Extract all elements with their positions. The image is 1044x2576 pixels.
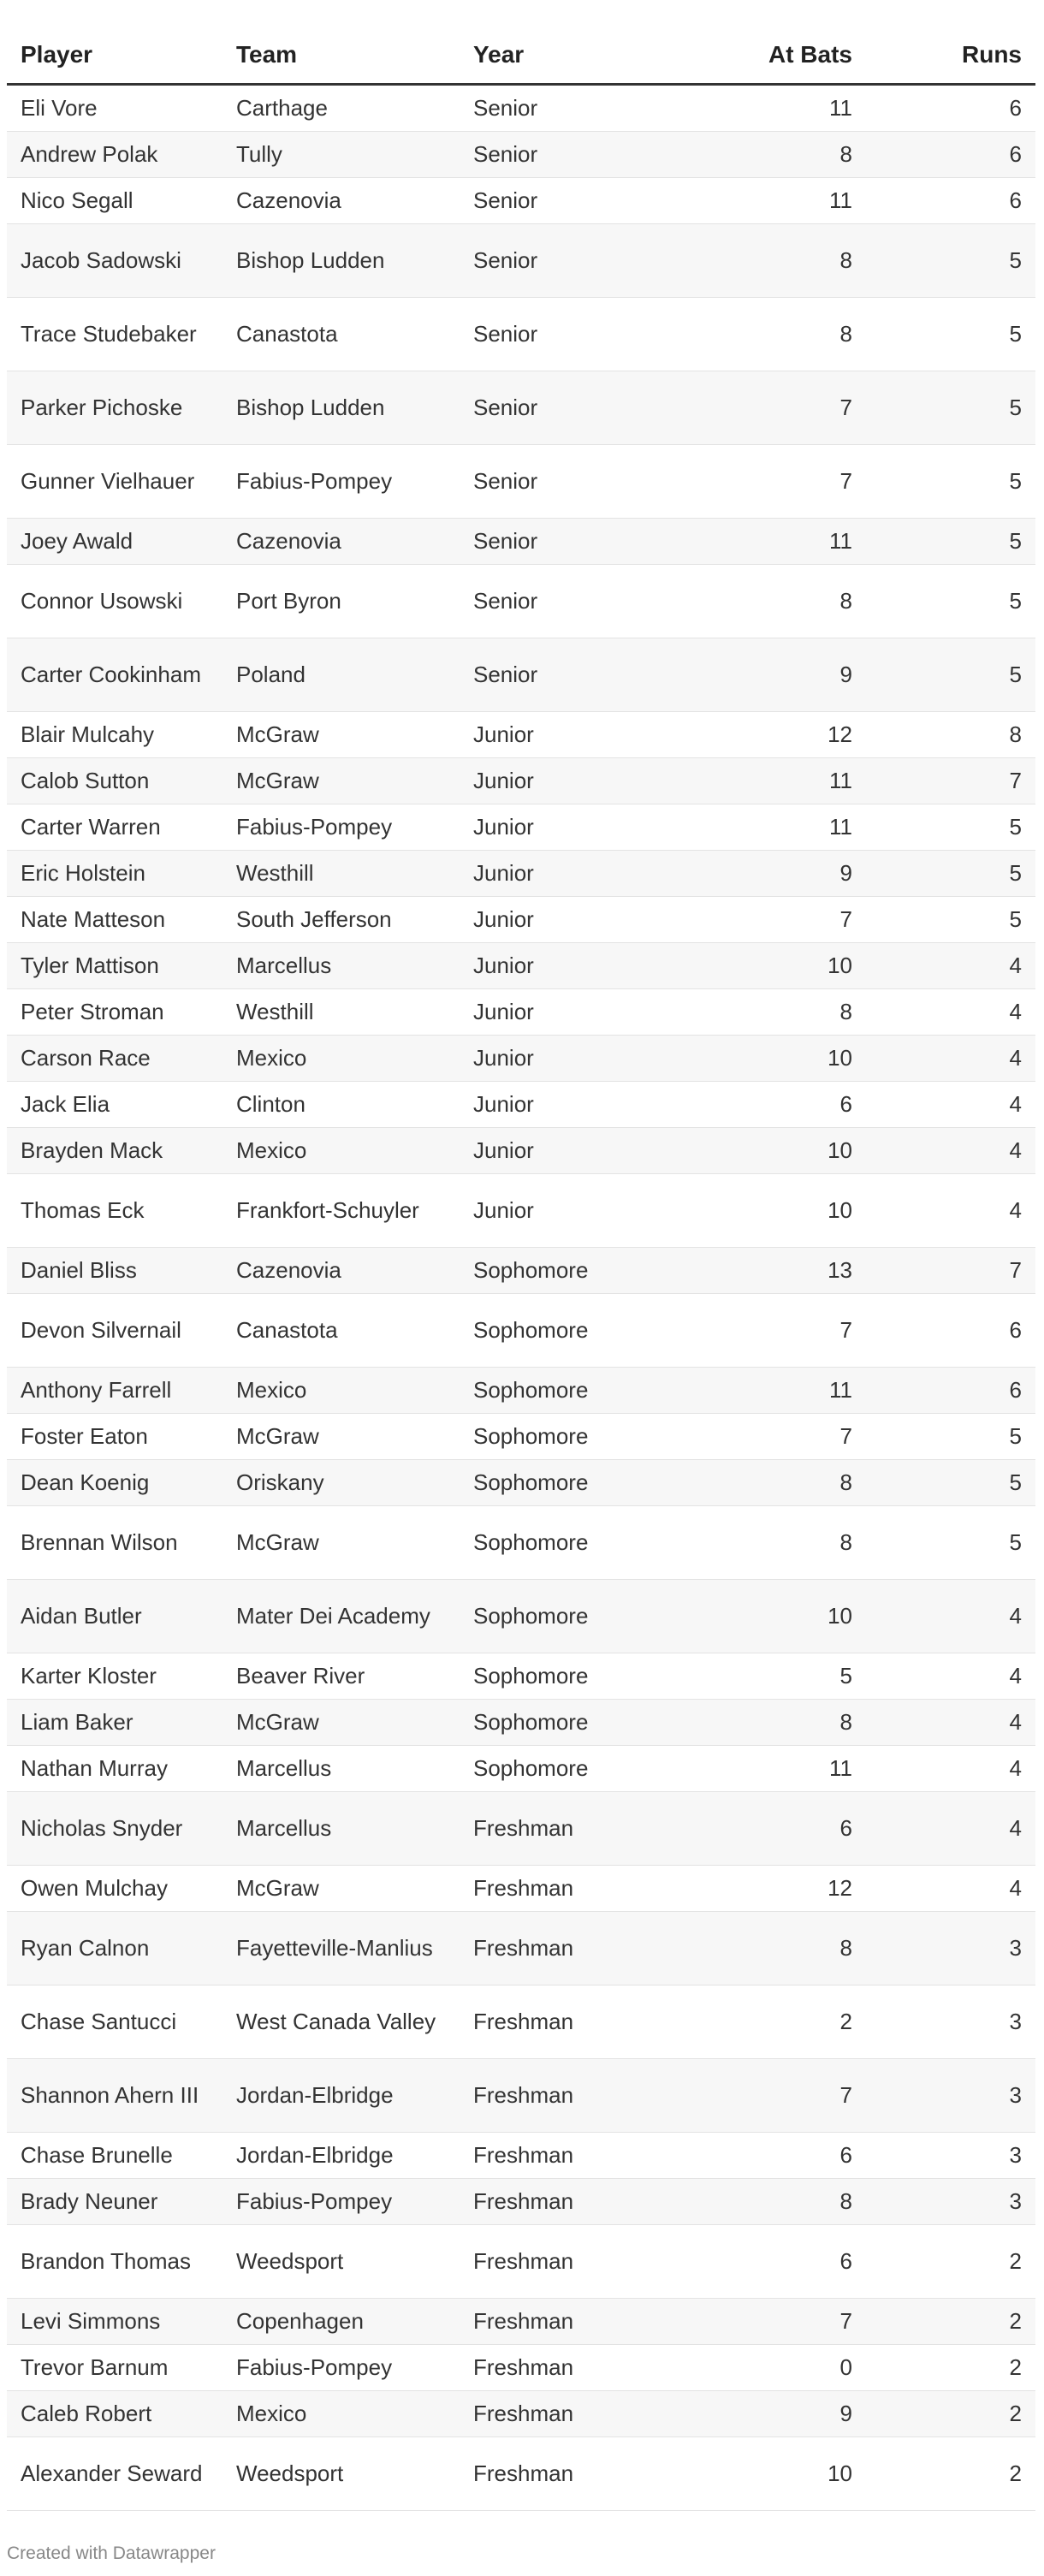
player-cell: Trace Studebaker [7,297,222,371]
team-cell: Fabius-Pompey [222,2178,460,2224]
runs-cell: 2 [866,2437,1035,2510]
runs-cell: 7 [866,1247,1035,1293]
player-cell: Alexander Seward [7,2437,222,2510]
team-cell: Canastota [222,297,460,371]
year-cell: Senior [460,223,697,297]
table-row [7,1745,1035,1791]
team-cell: Oriskany [222,1459,460,1505]
runs-cell: 4 [866,1579,1035,1653]
year-cell: Sophomore [460,1293,697,1367]
player-cell: Tyler Mattison [7,942,222,988]
runs-cell: 2 [866,2390,1035,2437]
at-bats-cell: 9 [697,2390,866,2437]
runs-cell: 5 [866,850,1035,896]
runs-cell: 5 [866,896,1035,942]
team-cell: McGraw [222,1413,460,1459]
team-cell: Weedsport [222,2437,460,2510]
year-cell: Junior [460,711,697,757]
runs-cell: 4 [866,1081,1035,1127]
runs-cell: 6 [866,1367,1035,1413]
at-bats-cell: 11 [697,84,866,131]
table-row [7,1791,1035,1865]
year-cell: Junior [460,1173,697,1247]
year-cell: Junior [460,1127,697,1173]
table-row [7,1293,1035,1367]
runs-cell: 3 [866,2132,1035,2178]
player-cell: Daniel Bliss [7,1247,222,1293]
year-cell: Sophomore [460,1653,697,1699]
player-cell: Carter Cookinham [7,638,222,711]
runs-cell: 3 [866,1985,1035,2058]
player-cell: Shannon Ahern III [7,2058,222,2132]
at-bats-cell: 0 [697,2344,866,2390]
team-cell: West Canada Valley [222,1985,460,2058]
table-header [7,17,1035,84]
player-cell: Aidan Butler [7,1579,222,1653]
at-bats-cell: 7 [697,1413,866,1459]
at-bats-cell: 10 [697,1579,866,1653]
at-bats-cell: 11 [697,757,866,804]
year-cell: Junior [460,896,697,942]
team-cell: McGraw [222,1865,460,1911]
runs-cell: 8 [866,711,1035,757]
runs-cell: 3 [866,2058,1035,2132]
player-cell: Brayden Mack [7,1127,222,1173]
at-bats-cell: 11 [697,1367,866,1413]
table-row [7,1173,1035,1247]
at-bats-cell: 9 [697,850,866,896]
year-cell: Freshman [460,1791,697,1865]
player-cell: Foster Eaton [7,1413,222,1459]
column-header-year[interactable]: Year [460,17,697,84]
runs-cell: 4 [866,1035,1035,1081]
runs-cell: 4 [866,1791,1035,1865]
year-cell: Sophomore [460,1413,697,1459]
year-cell: Freshman [460,2224,697,2298]
player-cell: Karter Kloster [7,1653,222,1699]
year-cell: Sophomore [460,1579,697,1653]
at-bats-cell: 8 [697,223,866,297]
player-cell: Eric Holstein [7,850,222,896]
team-cell: Cazenovia [222,518,460,564]
year-cell: Senior [460,297,697,371]
table-row [7,942,1035,988]
table-row [7,1459,1035,1505]
player-cell: Chase Brunelle [7,2132,222,2178]
team-cell: Mexico [222,1127,460,1173]
table-row [7,1413,1035,1459]
player-cell: Nathan Murray [7,1745,222,1791]
runs-cell: 4 [866,1653,1035,1699]
team-cell: Clinton [222,1081,460,1127]
year-cell: Freshman [460,1985,697,2058]
player-cell: Nicholas Snyder [7,1791,222,1865]
player-cell: Caleb Robert [7,2390,222,2437]
player-cell: Trevor Barnum [7,2344,222,2390]
team-cell: Mexico [222,2390,460,2437]
player-cell: Nico Segall [7,177,222,223]
table-row [7,988,1035,1035]
runs-cell: 5 [866,444,1035,518]
at-bats-cell: 8 [697,1505,866,1579]
year-cell: Sophomore [460,1459,697,1505]
year-cell: Senior [460,177,697,223]
year-cell: Sophomore [460,1367,697,1413]
team-cell: Cazenovia [222,1247,460,1293]
at-bats-cell: 8 [697,1459,866,1505]
player-cell: Calob Sutton [7,757,222,804]
team-cell: Cazenovia [222,177,460,223]
player-cell: Connor Usowski [7,564,222,638]
at-bats-cell: 6 [697,1081,866,1127]
team-cell: Westhill [222,988,460,1035]
at-bats-cell: 5 [697,1653,866,1699]
year-cell: Junior [460,988,697,1035]
player-cell: Joey Awald [7,518,222,564]
team-cell: Fabius-Pompey [222,804,460,850]
year-cell: Sophomore [460,1247,697,1293]
team-cell: McGraw [222,1699,460,1745]
year-cell: Senior [460,638,697,711]
at-bats-cell: 13 [697,1247,866,1293]
at-bats-cell: 11 [697,804,866,850]
team-cell: Fayetteville-Manlius [222,1911,460,1985]
player-cell: Jacob Sadowski [7,223,222,297]
team-cell: Fabius-Pompey [222,2344,460,2390]
runs-cell: 6 [866,84,1035,131]
table-row [7,1505,1035,1579]
year-cell: Senior [460,518,697,564]
runs-cell: 5 [866,1413,1035,1459]
at-bats-cell: 10 [697,1127,866,1173]
runs-cell: 7 [866,757,1035,804]
table-row [7,1985,1035,2058]
table-row [7,1035,1035,1081]
year-cell: Freshman [460,2058,697,2132]
runs-cell: 5 [866,1505,1035,1579]
player-cell: Gunner Vielhauer [7,444,222,518]
table-row [7,2058,1035,2132]
table-row [7,2224,1035,2298]
year-cell: Junior [460,804,697,850]
table-row [7,518,1035,564]
column-header-runs[interactable]: Runs [866,17,1035,84]
table-row [7,177,1035,223]
team-cell: Westhill [222,850,460,896]
player-runs-table [7,17,1035,2511]
table-row [7,1911,1035,1985]
at-bats-cell: 7 [697,2298,866,2344]
header-row [7,17,1035,84]
column-header-player[interactable]: Player [7,17,222,84]
runs-cell: 5 [866,638,1035,711]
at-bats-cell: 2 [697,1985,866,2058]
team-cell: Mexico [222,1367,460,1413]
team-cell: Fabius-Pompey [222,444,460,518]
table-row [7,850,1035,896]
at-bats-cell: 9 [697,638,866,711]
team-cell: Port Byron [222,564,460,638]
player-cell: Brandon Thomas [7,2224,222,2298]
year-cell: Freshman [460,2390,697,2437]
table-row [7,2132,1035,2178]
team-cell: Jordan-Elbridge [222,2132,460,2178]
year-cell: Senior [460,444,697,518]
year-cell: Senior [460,371,697,444]
table-row [7,1127,1035,1173]
runs-cell: 4 [866,1699,1035,1745]
player-cell: Levi Simmons [7,2298,222,2344]
player-cell: Blair Mulcahy [7,711,222,757]
team-cell: Weedsport [222,2224,460,2298]
player-cell: Owen Mulchay [7,1865,222,1911]
at-bats-cell: 11 [697,1745,866,1791]
at-bats-cell: 6 [697,1791,866,1865]
team-cell: Marcellus [222,942,460,988]
table-row [7,564,1035,638]
team-cell: McGraw [222,1505,460,1579]
runs-cell: 6 [866,177,1035,223]
table-row [7,297,1035,371]
runs-cell: 5 [866,371,1035,444]
runs-cell: 6 [866,1293,1035,1367]
table-row [7,2344,1035,2390]
player-cell: Carson Race [7,1035,222,1081]
at-bats-cell: 11 [697,177,866,223]
runs-cell: 4 [866,988,1035,1035]
team-cell: Beaver River [222,1653,460,1699]
player-cell: Andrew Polak [7,131,222,177]
data-table-container [7,17,1035,2511]
year-cell: Junior [460,850,697,896]
at-bats-cell: 10 [697,2437,866,2510]
at-bats-cell: 12 [697,711,866,757]
at-bats-cell: 8 [697,1911,866,1985]
column-header-team[interactable]: Team [222,17,460,84]
player-cell: Ryan Calnon [7,1911,222,1985]
runs-cell: 4 [866,1865,1035,1911]
at-bats-cell: 7 [697,1293,866,1367]
runs-cell: 5 [866,564,1035,638]
runs-cell: 2 [866,2344,1035,2390]
year-cell: Freshman [460,1865,697,1911]
team-cell: McGraw [222,757,460,804]
runs-cell: 5 [866,804,1035,850]
table-row [7,1367,1035,1413]
runs-cell: 4 [866,1173,1035,1247]
table-row [7,2298,1035,2344]
table-row [7,223,1035,297]
runs-cell: 5 [866,1459,1035,1505]
player-cell: Carter Warren [7,804,222,850]
at-bats-cell: 10 [697,1035,866,1081]
at-bats-cell: 8 [697,131,866,177]
team-cell: Bishop Ludden [222,223,460,297]
at-bats-cell: 8 [697,1699,866,1745]
at-bats-cell: 11 [697,518,866,564]
runs-cell: 3 [866,1911,1035,1985]
player-cell: Jack Elia [7,1081,222,1127]
column-header-at-bats[interactable]: At Bats [697,17,866,84]
table-row [7,896,1035,942]
year-cell: Freshman [460,2178,697,2224]
team-cell: Carthage [222,84,460,131]
table-row [7,131,1035,177]
table-body [7,84,1035,2510]
year-cell: Junior [460,1035,697,1081]
year-cell: Senior [460,131,697,177]
team-cell: Tully [222,131,460,177]
table-row [7,1081,1035,1127]
table-row [7,84,1035,131]
runs-cell: 5 [866,223,1035,297]
player-cell: Nate Matteson [7,896,222,942]
player-cell: Liam Baker [7,1699,222,1745]
table-row [7,804,1035,850]
at-bats-cell: 12 [697,1865,866,1911]
table-row [7,444,1035,518]
table-row [7,371,1035,444]
runs-cell: 4 [866,942,1035,988]
team-cell: Poland [222,638,460,711]
table-row [7,1865,1035,1911]
team-cell: Marcellus [222,1745,460,1791]
table-row [7,1579,1035,1653]
at-bats-cell: 7 [697,896,866,942]
at-bats-cell: 8 [697,2178,866,2224]
team-cell: Canastota [222,1293,460,1367]
at-bats-cell: 8 [697,297,866,371]
runs-cell: 5 [866,518,1035,564]
team-cell: South Jefferson [222,896,460,942]
runs-cell: 2 [866,2298,1035,2344]
at-bats-cell: 7 [697,444,866,518]
year-cell: Sophomore [460,1505,697,1579]
player-cell: Peter Stroman [7,988,222,1035]
table-row [7,1653,1035,1699]
player-cell: Eli Vore [7,84,222,131]
table-row [7,1699,1035,1745]
table-row [7,711,1035,757]
team-cell: Bishop Ludden [222,371,460,444]
runs-cell: 4 [866,1127,1035,1173]
team-cell: Jordan-Elbridge [222,2058,460,2132]
year-cell: Junior [460,942,697,988]
table-row [7,638,1035,711]
at-bats-cell: 7 [697,2058,866,2132]
player-cell: Anthony Farrell [7,1367,222,1413]
table-row [7,2437,1035,2510]
year-cell: Junior [460,1081,697,1127]
runs-cell: 6 [866,131,1035,177]
player-cell: Brennan Wilson [7,1505,222,1579]
runs-cell: 3 [866,2178,1035,2224]
table-row [7,2178,1035,2224]
runs-cell: 5 [866,297,1035,371]
table-row [7,2390,1035,2437]
runs-cell: 4 [866,1745,1035,1791]
player-cell: Thomas Eck [7,1173,222,1247]
team-cell: Copenhagen [222,2298,460,2344]
runs-cell: 2 [866,2224,1035,2298]
player-cell: Parker Pichoske [7,371,222,444]
year-cell: Freshman [460,2344,697,2390]
year-cell: Senior [460,84,697,131]
team-cell: Mater Dei Academy [222,1579,460,1653]
table-row [7,757,1035,804]
table-row [7,1247,1035,1293]
player-cell: Brady Neuner [7,2178,222,2224]
team-cell: McGraw [222,711,460,757]
at-bats-cell: 7 [697,371,866,444]
year-cell: Junior [460,757,697,804]
year-cell: Freshman [460,2437,697,2510]
year-cell: Freshman [460,1911,697,1985]
year-cell: Freshman [460,2298,697,2344]
player-cell: Devon Silvernail [7,1293,222,1367]
datawrapper-credit: Created with Datawrapper [7,2543,216,2563]
team-cell: Frankfort-Schuyler [222,1173,460,1247]
year-cell: Freshman [460,2132,697,2178]
player-cell: Dean Koenig [7,1459,222,1505]
year-cell: Sophomore [460,1745,697,1791]
team-cell: Marcellus [222,1791,460,1865]
at-bats-cell: 6 [697,2132,866,2178]
at-bats-cell: 8 [697,564,866,638]
team-cell: Mexico [222,1035,460,1081]
at-bats-cell: 10 [697,942,866,988]
at-bats-cell: 8 [697,988,866,1035]
player-cell: Chase Santucci [7,1985,222,2058]
year-cell: Senior [460,564,697,638]
at-bats-cell: 6 [697,2224,866,2298]
at-bats-cell: 10 [697,1173,866,1247]
year-cell: Sophomore [460,1699,697,1745]
